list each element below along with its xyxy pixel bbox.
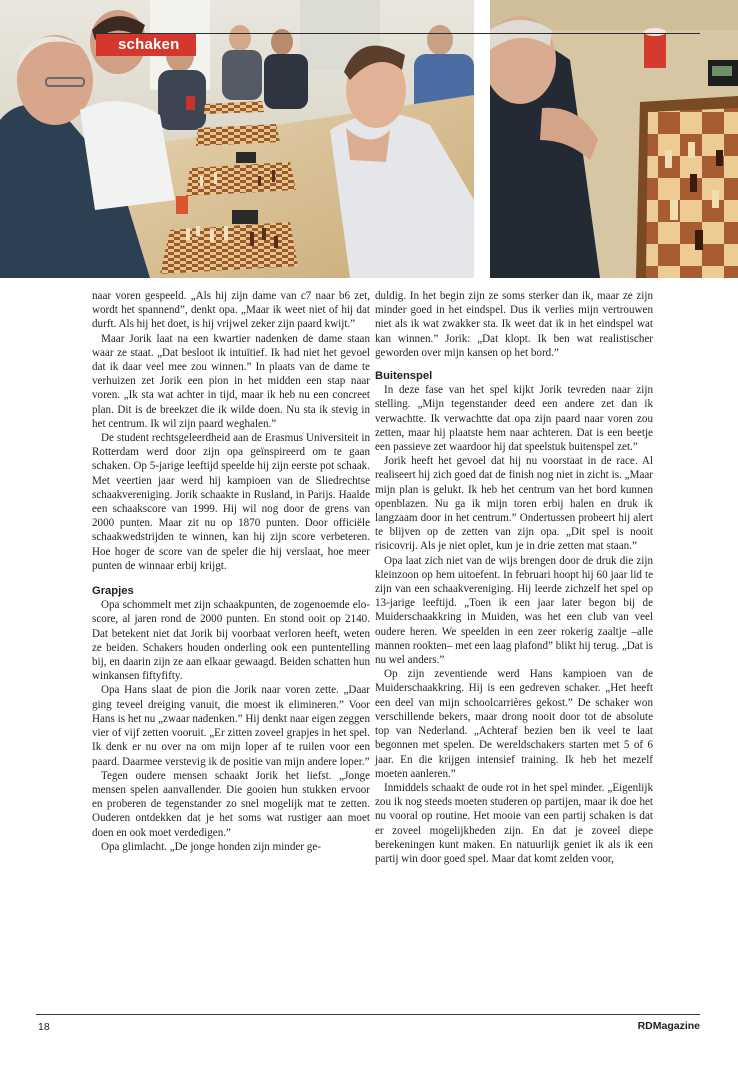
- paragraph: duldig. In het begin zijn ze soms sterker dan ik, maar ze zijn minder goed in het eindspel. Dus ik verlies mijn vertrouwen niet als ik wat zwakker sta. Ik weet dat ik in het eindspel wat kan winnen.” Jorik: „Dat klopt. Ik ben wat realistischer geworden over mijn kansen op het bord.”: [375, 290, 653, 359]
- paragraph: In deze fase van het spel kijkt Jorik tevreden naar zijn stelling. „Mijn tegenstander deed een andere zet dan ik verwachtte. Ik verwachtte dat opa zijn paard naar voren zou zetten, maar hij plaatste hem naar achteren. Dat is een beetje een passieve zet waardoor hij dat speelstuk buitenspel zet.”: [375, 384, 653, 454]
- paragraph: Op zijn zeventiende werd Hans kampioen van de Muiderschaakkring. Hij is een gedreven schaker. „Het heeft een deel van mijn schoolcarrières gekost.” De schaker won verschillende bekers, maar drong nooit door tot de absolute top van Nederland. „Achteraf bezien ben ik veel te laat begonnen met spelen. De wereldschakers starten met 5 of 6 jaar. En die krijgen intensief training. Ik heb het mezelf moeten aanleren.”: [375, 668, 653, 780]
- article-column-right: [375, 289, 653, 866]
- section-tag: schaken: [96, 34, 196, 56]
- article-column-left: [92, 289, 370, 854]
- paragraph: naar voren gespeeld. „Als hij zijn dame van c7 naar b6 zet, wordt het spannend”, denkt opa. „Maar ik weet niet of hij dat durft. Als hij het doet, is hij vrijwel zeker zijn paard kwijt.”: [92, 290, 370, 331]
- photo-chessboard-closeup: [490, 0, 738, 278]
- paragraph: Opa glimlacht. „De jonge honden zijn minder ge-: [101, 840, 321, 853]
- subheading-buitenspel: Buitenspel: [375, 370, 433, 383]
- paragraph: Opa laat zich niet van de wijs brengen door de druk die zijn kleinzoon op hem uitoefent. In februari hoopt hij 60 jaar lid te zijn van een schaakvereniging. Hij leerde zichzelf het spel op 13-jarige leeftijd. „Toen ik een jaar later begon bij de Muiderschaakkring in Muiden, was het een club van veel oudere heren. We speelden in een zeer rokerig zaaltje –alle mannen rookten– met een laag plafond” blikt hij terug. „Dat is nu wel anders.”: [375, 554, 653, 667]
- paragraph: Inmiddels schaakt de oude rot in het spel minder. „Eigenlijk zou ik nog steeds moeten studeren op partijen, maar ik doe het nu vooral op routine. Het mooie van een partij schaken is dat er zoveel mogelijkheden zijn. En dat je zoveel diepe berekeningen kunt maken. En natuurlijk geniet ik als ik een partij win door goed spel. Maar dat komt zelden voor,: [375, 781, 653, 865]
- paragraph: De student rechtsgeleerdheid aan de Erasmus Universiteit in Rotterdam werd door zijn opa geïnspireerd om te gaan schaken. Op 5-jarige leeftijd speelde hij zijn eerste pot schaak. Met veertien jaar werd hij kampioen van de Sliedrechtse schaakvereniging. Jorik schaakte in Rusland, in Parijs. Haalde een schaakscore van 1999. Hij wil nog door de grens van 2000 punten. Maar zit nu op 1870 punten. Door officiële schaakwedstrijden te winnen, kan hij zijn score verbeteren. Hoe hoger de score van de speler die hij verslaat, hoe meer punten de winnaar erbij krijgt.: [92, 432, 370, 572]
- footer-rule: [36, 1014, 700, 1015]
- paragraph: Jorik heeft het gevoel dat hij nu voorstaat in de race. Al realiseert hij zich goed dat de finish nog niet in zicht is. „Maar mijn plan is gelukt. Ik heb het centrum van het bord kunnen openblazen. Nu ga ik mijn toren erbij halen en druk ik langzaam door in het centrum.” Ondertussen probeert hij alert te blijven op de zetten van zijn opa. „Dit spel is nooit risicovrij. Als je niet oplet, kun je in drie zetten mat staan.”: [375, 455, 653, 553]
- paragraph: Maar Jorik laat na een kwartier nadenken de dame staan waar ze staat. „Dat besloot ik intuïtief. Ik had niet het gevoel dat ik daar veel mee zou winnen.” In plaats van de dame te verhuizen zet Jorik een pion in het midden een stap naar voren. „Ik sta wat achter in tijd, maar ik heb nu een concreet plan. Dit is de breekzet die ik wilde doen. Nu sta ik stevig in het centrum. Ik wil zijn paard weghalen.”: [92, 332, 370, 430]
- page-number: 18: [38, 1021, 50, 1033]
- photo-chessboard-closeup-drawing: [490, 0, 738, 278]
- photo-chess-tournament-hall: [0, 0, 474, 278]
- subheading-grapjes: Grapjes: [92, 585, 134, 598]
- photo-chess-tournament-hall-drawing: [0, 0, 474, 278]
- magazine-name: RDMagazine: [637, 1020, 700, 1032]
- paragraph: Tegen oudere mensen schaakt Jorik het liefst. „Jonge mensen spelen aanvallender. Die gooien hun stukken ervoor en proberen de tegenstander zo snel mogelijk mat te zetten. Ouderen ontdekken dat je het soms wat rustiger aan moet doen en ook moet verdedigen.”: [92, 769, 370, 839]
- paragraph: Opa Hans slaat de pion die Jorik naar voren zette. „Daar ging teveel dreiging vanuit, die moest ik elimineren.” Voor Hans is het nu „zwaar nadenken.” Hij denkt naar eigen zeggen vier of vijf zetten vooruit. „Er zitten zoveel grapjes in het spel. Ik denk er nu over na om mijn loper af te ruilen voor een paard. Daarmee verstevig ik de positie van mijn andere loper.”: [92, 684, 370, 768]
- paragraph: Opa schommelt met zijn schaakpunten, de zogenoemde elo-score, al jaren rond de 2000 punten. En stond ooit op 2140. Dat betekent niet dat Jorik bij voorbaat verloren heeft, weten ze beiden. Schakers houden onderling ook een puntentelling bij, en daarin zijn ze aan elkaar gewaagd. Beiden schatten hun winkansen fiftyfifty.: [92, 599, 370, 683]
